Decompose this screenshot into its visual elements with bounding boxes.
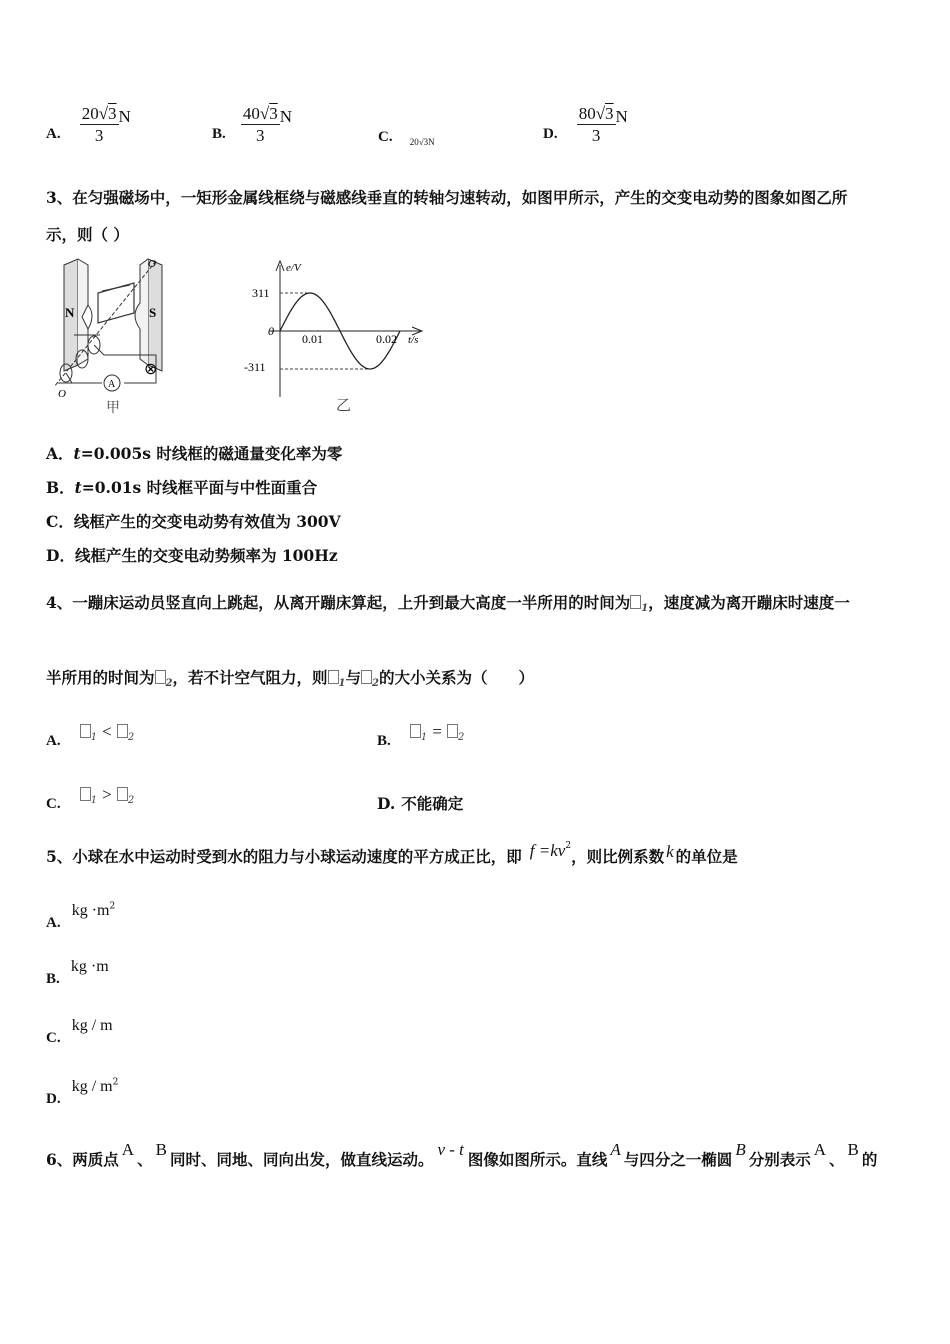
- fraction: $\frac{20√3}{3}$: [81, 104, 117, 145]
- fraction: $\frac{40√3}{3}$: [242, 104, 278, 145]
- q2-option-c[interactable]: [378, 126, 435, 146]
- q2-option-d[interactable]: [543, 104, 628, 147]
- t2-symbol: [361, 670, 372, 684]
- q5-stem: 5、小球在水中运动时受到水的阻力与小球运动速度的平方成正比，即 $f =kv^2$，则比例系数 k 的单位是: [46, 840, 738, 866]
- magnet-n-label: N: [65, 305, 75, 320]
- q3-stem-line2: 示，则（ ）: [46, 225, 129, 244]
- t2-symbol: [155, 670, 166, 684]
- figure-caption-jia: 甲: [106, 400, 120, 415]
- option-value: 20√3N: [409, 137, 435, 147]
- q4-option-b[interactable]: B. $_1$ = $_2$: [377, 722, 465, 749]
- y-tick-min: -311: [244, 360, 266, 374]
- q2-option-b[interactable]: [212, 104, 292, 147]
- formula: f =kv: [529, 841, 566, 860]
- q5-option-d[interactable]: D. kg / $m^2$: [46, 1077, 119, 1107]
- q3-option-b[interactable]: B．t=0.01s 时线框平面与中性面重合: [46, 478, 318, 497]
- q4-option-c[interactable]: C. $_1$ > $_2$: [46, 785, 135, 812]
- t1-symbol: [328, 670, 339, 684]
- fraction: $\frac{80√3}{3}$: [578, 104, 614, 145]
- q4-option-a[interactable]: A. $_1$ < $_2$: [46, 722, 135, 749]
- y-tick-max: 311: [252, 286, 270, 300]
- origin-label: 0: [268, 324, 274, 338]
- q3-option-d[interactable]: D．线框产生的交变电动势频率为 100Hz: [46, 546, 338, 565]
- x-tick-002: 0.02: [376, 332, 397, 346]
- q4-stem-line2: 半所用的时间为 $_2$，若不计空气阻力，则 $_1$与 $_2$的大小关系为（ ）: [46, 668, 534, 689]
- q5-option-b[interactable]: B. kg ·m: [46, 958, 109, 987]
- generator-figure: [44, 255, 174, 415]
- q3-option-a[interactable]: A．t=0.005s 时线框的磁通量变化率为零: [46, 444, 343, 463]
- axis-label-top: O: [148, 258, 156, 270]
- x-tick-001: 0.01: [302, 332, 323, 346]
- x-axis-label: t/s: [408, 334, 419, 346]
- option-letter: B.: [212, 126, 226, 142]
- unit: N: [118, 107, 131, 126]
- q5-option-a[interactable]: A. kg $\cdot m^2$: [46, 901, 116, 931]
- ammeter-label: A: [108, 379, 116, 390]
- t1-symbol: [630, 595, 641, 609]
- q2-option-a[interactable]: [46, 104, 131, 147]
- option-letter: C.: [378, 129, 393, 145]
- unit: N: [279, 107, 292, 126]
- magnet-s-label: S: [149, 305, 157, 320]
- axis-label-bottom: O: [58, 388, 66, 400]
- q5-option-c[interactable]: C. kg / m: [46, 1017, 113, 1046]
- emf-chart: [240, 255, 440, 415]
- figure-caption-yi: 乙: [336, 396, 352, 414]
- q3-option-c[interactable]: C．线框产生的交变电动势有效值为 300V: [46, 512, 341, 531]
- q4-stem-line1: 4、一蹦床运动员竖直向上跳起，从离开蹦床算起，上升到最大高度一半所用的时间为 $_1$，速度减为离开蹦床时速度一: [46, 593, 850, 614]
- option-letter: D.: [543, 126, 558, 142]
- y-axis-label: e/V: [286, 262, 301, 274]
- q4-option-d[interactable]: D. 不能确定: [377, 794, 464, 813]
- q3-stem-line1: 3、在匀强磁场中，一矩形金属线框绕与磁感线垂直的转轴匀速转动，如图甲所示，产生的交变电动势的图象如图乙所: [46, 188, 848, 207]
- lamp-symbol: ⊗: [144, 359, 158, 378]
- unit: N: [615, 107, 628, 126]
- q6-stem: 6、两质点A、B同时、同地、同向出发，做直线运动。v - t图像如图所示。直线A与四分之一椭圆B分别表示A、B的: [46, 1140, 878, 1169]
- option-letter: A.: [46, 126, 61, 142]
